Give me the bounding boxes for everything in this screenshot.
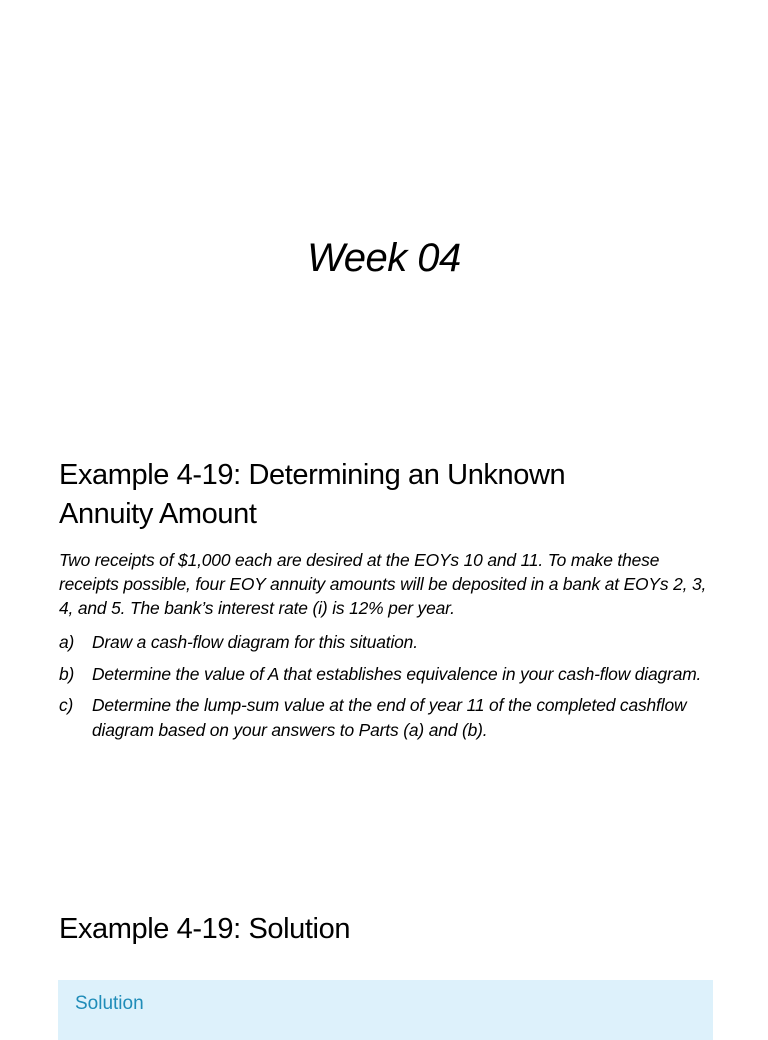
example-heading-line1: Example 4-19: Determining an Unknown: [59, 459, 566, 491]
question-part-c: [59, 693, 719, 742]
solution-label: Solution: [75, 993, 144, 1014]
solution-slide: [0, 900, 768, 1024]
part-text: Draw a cash-flow diagram for this situation.: [92, 632, 418, 652]
week-title: Week 04: [307, 236, 461, 280]
example-heading: [59, 456, 719, 534]
part-text: Determine the lump-sum value at the end of year 11 of the completed cashflow diagram based on your answers to Parts (a) and (b).: [92, 695, 687, 740]
part-marker: b): [59, 663, 75, 684]
title-slide: [0, 0, 768, 420]
question-part-b: [59, 662, 719, 687]
question-part-a: [59, 630, 719, 655]
question-parts-list: [59, 630, 719, 749]
part-text: Determine the value of A that establishes equivalence in your cash-flow diagram.: [92, 663, 702, 684]
part-marker: c): [59, 695, 74, 715]
example-slide: [0, 440, 768, 840]
part-marker: a): [59, 632, 75, 652]
example-heading-line2: Annuity Amount: [59, 498, 257, 530]
solution-heading: Example 4-19: Solution: [59, 913, 351, 945]
problem-statement: Two receipts of $1,000 each are desired at the EOYs 10 and 11. To make these receipts possible, four EOY annuity amounts will be deposited in a bank at EOYs 2, 3, 4, and 5. The bank’s interest rate (i) is 12% per year.: [59, 550, 707, 618]
solution-box: [58, 980, 713, 1040]
